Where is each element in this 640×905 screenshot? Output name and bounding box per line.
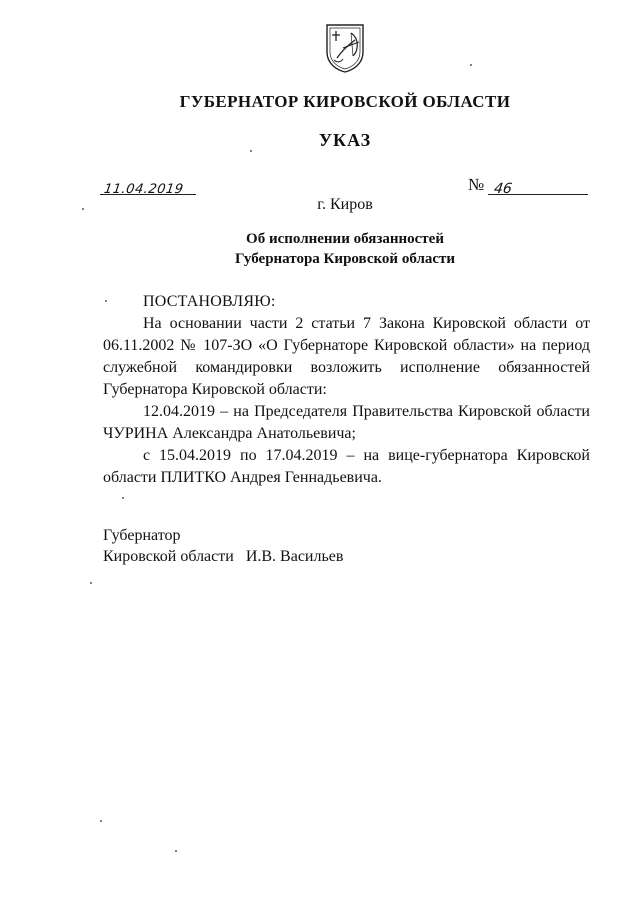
handwritten-number: 46 <box>492 181 513 197</box>
number-sign: № <box>468 175 485 194</box>
scan-speck <box>90 582 92 584</box>
handwritten-date: 11.04.2019 <box>102 182 185 197</box>
signatory-name: И.В. Васильев <box>245 548 344 565</box>
subject-line-2: Губернатора Кировской области <box>234 251 456 267</box>
kirov-oblast-coat-of-arms-icon <box>323 22 367 74</box>
subject-line-1: Об исполнении обязанностей <box>246 231 444 247</box>
scan-speck <box>175 850 177 852</box>
decree-word: ПОСТАНОВЛЯЮ: <box>143 293 276 310</box>
scan-speck <box>122 497 124 499</box>
scan-speck <box>100 820 102 822</box>
scan-speck <box>82 208 84 210</box>
document-subject <box>0 229 640 269</box>
signatory-position-line-2: Кировской области <box>103 548 234 565</box>
scan-speck <box>105 300 107 302</box>
scan-speck <box>470 64 472 66</box>
document-type-title: УКАЗ <box>318 130 372 150</box>
signature-block <box>103 525 343 567</box>
date-field <box>100 178 196 195</box>
scan-speck <box>250 150 252 152</box>
signatory-position-line-1: Губернатор <box>103 527 181 544</box>
city-line: г. Киров <box>317 196 373 213</box>
body-paragraph-3: с 15.04.2019 по 17.04.2019 – на вице-губернатора Кировской области ПЛИТКО Андрея Геннадьевича. <box>103 447 590 486</box>
signatory-row <box>103 546 343 567</box>
body-paragraph-1: На основании части 2 статьи 7 Закона Кировской области от 06.11.2002 № 107-ЗО «О Губернаторе Кировской области» на период служебной командировки возложить исполнение обязанностей Губернатора Кировской области: <box>103 315 590 398</box>
document-body <box>103 291 590 489</box>
organization-title: ГУБЕРНАТОР КИРОВСКОЙ ОБЛАСТИ <box>179 92 511 111</box>
number-field <box>488 178 588 195</box>
body-paragraph-2: 12.04.2019 – на Председателя Правительства Кировской области ЧУРИНА Александра Анатольевича; <box>103 403 590 442</box>
